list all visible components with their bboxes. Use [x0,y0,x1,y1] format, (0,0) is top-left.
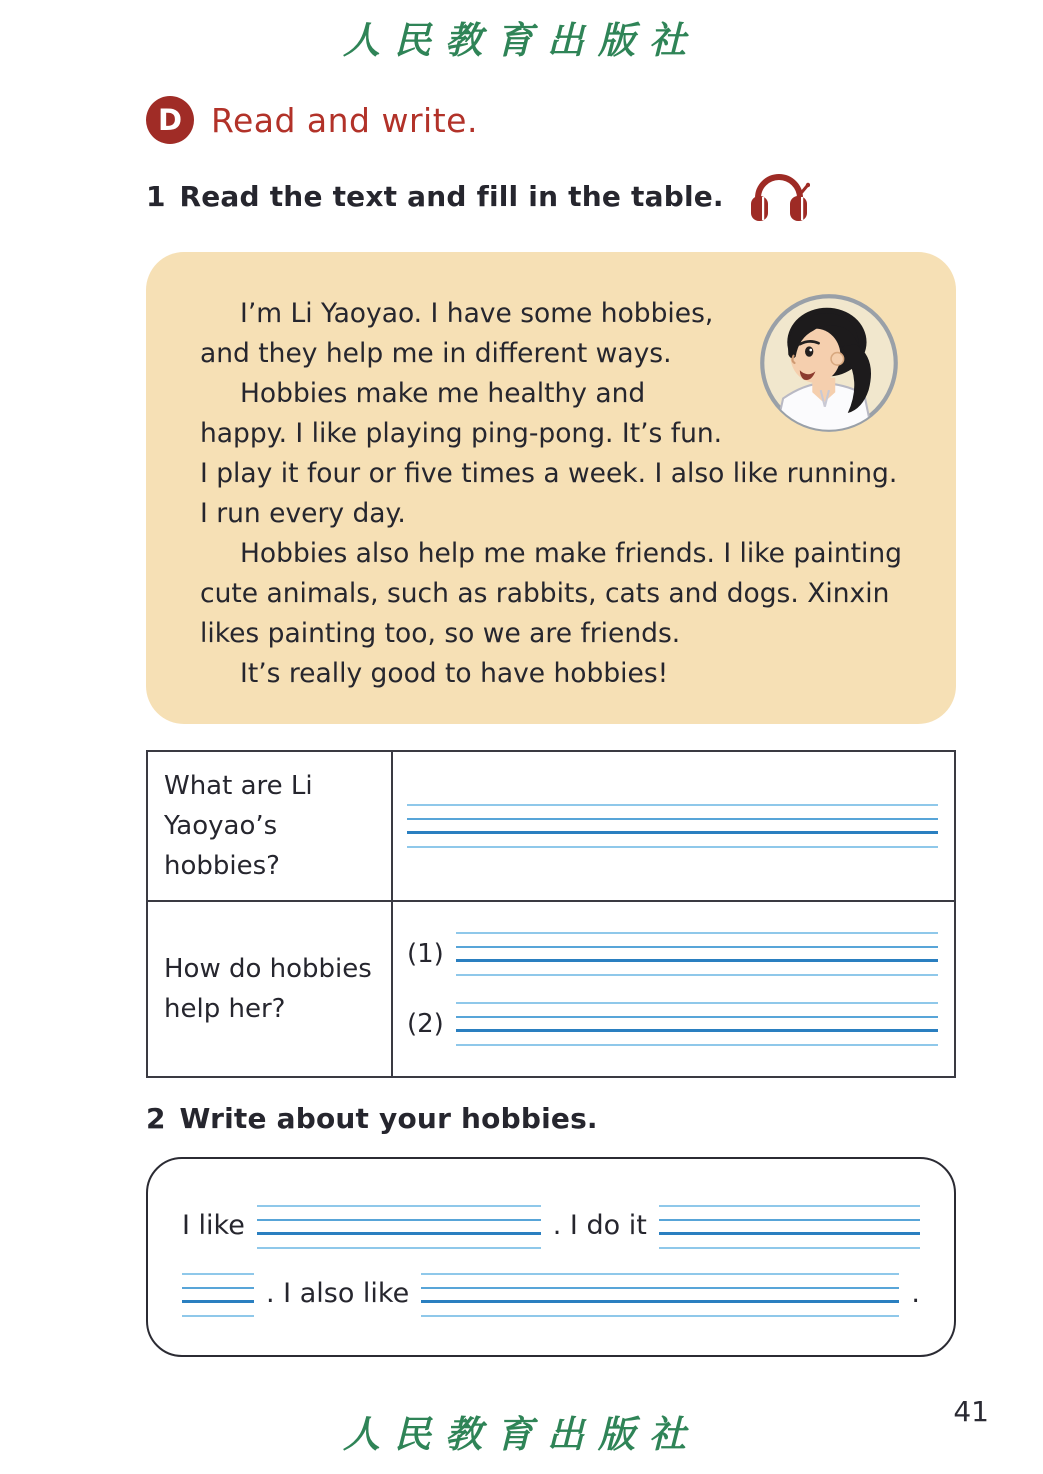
task1-instruction-row [146,168,956,224]
answer-cell-1 [392,751,955,901]
question-cell-2 [147,901,392,1077]
fill-row-2 [182,1273,920,1317]
answer-table [146,750,956,1078]
writing-lines-answer-2-1[interactable] [456,932,938,976]
writing-lines-blank-2[interactable] [659,1205,920,1249]
headphones-icon[interactable] [748,168,810,224]
answer-item-2 [407,1002,938,1046]
section-title: Read and write. [211,100,478,140]
publisher-name: 人民教育出版社 [343,1412,700,1456]
writing-lines-blank-4[interactable] [421,1273,899,1317]
avatar [756,290,902,436]
passage-paragraph-3: Hobbies also help me make friends. I like painting cute animals, such as rabbits, cats and dogs. Xinxin likes painting too, so we are friends. [200,538,902,649]
fill-text-mid2: . I also like [266,1277,410,1309]
publisher-logo-bottom [0,1404,1043,1458]
publisher-name: 人民教育出版社 [343,18,700,62]
answer-item-2-label: (2) [407,1009,444,1039]
girl-avatar-illustration [756,290,902,436]
fill-text-mid1: . I do it [552,1209,647,1241]
passage-paragraph-1: I’m Li Yaoyao. I have some hobbies, and they help me in different ways. [200,298,714,369]
writing-lines-blank-1[interactable] [257,1205,541,1249]
publisher-logo-top [0,0,1043,64]
passage-paragraph-4: It’s really good to have hobbies! [240,658,669,689]
question-2: How do hobbies help her? [164,954,372,1024]
answer-item-1-label: (1) [407,939,444,969]
fill-row-1 [182,1205,920,1249]
page-number: 41 [953,1395,989,1428]
fill-text-end: . [911,1277,920,1309]
writing-lines-answer-2-2[interactable] [456,1002,938,1046]
answer-item-1 [407,932,938,976]
table-row [147,751,955,901]
task1-instruction: Read the text and fill in the table. [179,179,724,213]
write-about-hobbies-box [146,1157,956,1357]
table-row [147,901,955,1077]
question-cell-1 [147,751,392,901]
writing-lines-blank-3[interactable] [182,1273,254,1317]
task2-instruction-row [146,1102,956,1135]
task2-instruction: Write about your hobbies. [179,1102,598,1135]
reading-passage-box [146,252,956,724]
section-badge: D [146,96,194,144]
task2-number: 2 [146,1102,166,1135]
writing-lines-answer-1[interactable] [407,804,938,848]
fill-text-lead: I like [182,1209,245,1241]
answer-cell-2 [392,901,955,1077]
task1-number: 1 [146,179,166,213]
section-heading [146,96,956,144]
page-content [146,96,956,1357]
question-1: What are Li Yaoyao’s hobbies? [164,771,313,881]
passage-paragraph-2: Hobbies make me healthy and happy. I like playing ping-pong. It’s fun. I play it four or five times a week. I also like running. I run every day. [200,378,898,529]
